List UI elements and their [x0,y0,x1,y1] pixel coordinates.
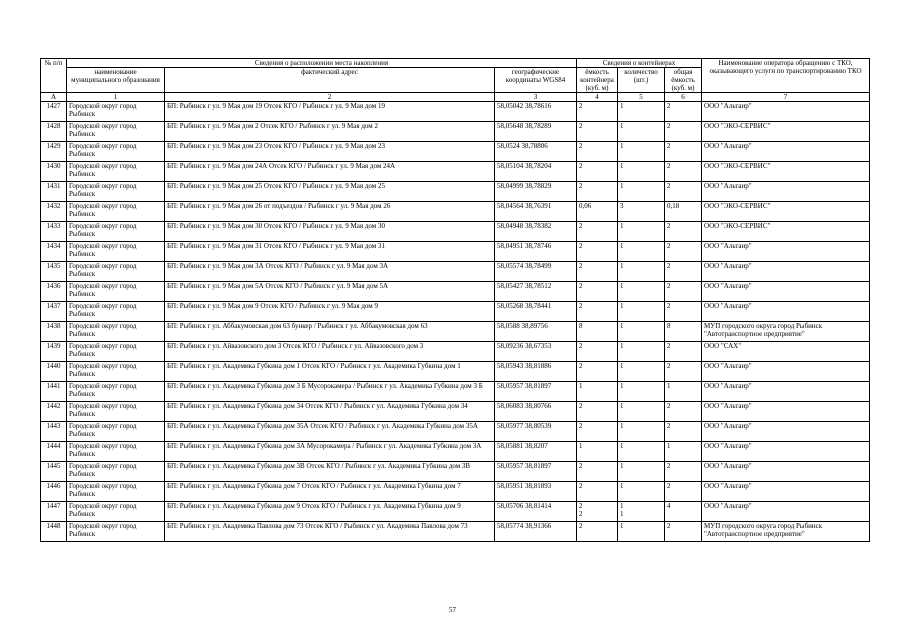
row-number: 1448 [41,522,67,542]
capacity-cell: 2 [577,242,618,262]
total-capacity-cell: 1 [665,382,702,402]
total-capacity-cell: 2 [665,522,702,542]
capacity-cell: 0,06 [577,202,618,222]
operator-cell: ООО "Альтаир" [702,262,870,282]
capacity-cell: 2 [577,462,618,482]
municipality-cell: Городской округ город Рыбинск [67,162,165,182]
address-cell: БП: Рыбинск г ул. 9 Мая дом 2 Отсек КГО / Рыбинск г ул. 9 Мая дом 2 [165,122,495,142]
column-number: 6 [665,93,702,102]
capacity-cell: 2 [577,182,618,202]
municipality-cell: Городской округ город Рыбинск [67,282,165,302]
column-number-row [41,93,870,102]
registry-table [40,58,870,542]
table-row [41,362,870,382]
coords-cell: 58,05774 38,91366 [495,522,577,542]
row-number: 1434 [41,242,67,262]
table-row [41,182,870,202]
row-number: 1432 [41,202,67,222]
operator-cell: ООО "САХ" [702,342,870,362]
count-cell: 1 [618,162,665,182]
table-row [41,282,870,302]
capacity-cell: 2 2 [577,502,618,522]
table-row [41,342,870,362]
coords-cell: 58,05706 38,81414 [495,502,577,522]
table-row [41,502,870,522]
column-number: 2 [165,93,495,102]
count-cell: 1 [618,222,665,242]
row-number: 1430 [41,162,67,182]
header-municipality: наименование муниципального образования [67,68,165,93]
total-capacity-cell: 0,18 [665,202,702,222]
header-num: № п/п [41,59,67,93]
header-capacity: ёмкость контейнера (куб. м) [577,68,618,93]
operator-cell: ООО "Альтаир" [702,462,870,482]
total-capacity-cell: 4 [665,502,702,522]
coords-cell: 58,04951 38,78746 [495,242,577,262]
coords-cell: 58,06083 38,80766 [495,402,577,422]
table-row [41,422,870,442]
total-capacity-cell: 2 [665,422,702,442]
capacity-cell: 2 [577,102,618,122]
table-row [41,262,870,282]
row-number: 1443 [41,422,67,442]
count-cell: 1 [618,102,665,122]
municipality-cell: Городской округ город Рыбинск [67,322,165,342]
count-cell: 1 [618,482,665,502]
total-capacity-cell: 2 [665,302,702,322]
address-cell: БП: Рыбинск г ул. Академика Губкина дом 3В Отсек КГО / Рыбинск г ул. Академика Губкина дом 3В [165,462,495,482]
count-cell: 1 [618,402,665,422]
page-number: 57 [449,606,456,614]
count-cell: 1 [618,182,665,202]
municipality-cell: Городской округ город Рыбинск [67,522,165,542]
address-cell: БП: Рыбинск г ул. Академика Губкина дом 1 Отсек КГО / Рыбинск г ул. Академика Губкина дом 1 [165,362,495,382]
coords-cell: 58,04999 38,78829 [495,182,577,202]
operator-cell: ООО "Альтаир" [702,242,870,262]
capacity-cell: 2 [577,122,618,142]
total-capacity-cell: 2 [665,342,702,362]
header-coords: географические координаты WGS84 [495,68,577,93]
count-cell: 1 [618,422,665,442]
capacity-cell: 2 [577,262,618,282]
row-number: 1435 [41,262,67,282]
operator-cell: ООО "ЭКО-СЕРВИС" [702,222,870,242]
capacity-cell: 2 [577,162,618,182]
address-cell: БП: Рыбинск г ул. Аббакумовская дом 63 бункер / Рыбинск г ул. Аббакумовская дом 63 [165,322,495,342]
count-cell: 1 [618,302,665,322]
capacity-cell: 1 [577,442,618,462]
coords-cell: 58,0524 38,78806 [495,142,577,162]
header-location-group: Сведения о расположении места накопления [67,59,577,68]
municipality-cell: Городской округ город Рыбинск [67,122,165,142]
municipality-cell: Городской округ город Рыбинск [67,502,165,522]
capacity-cell: 2 [577,362,618,382]
row-number: 1444 [41,442,67,462]
municipality-cell: Городской округ город Рыбинск [67,262,165,282]
coords-cell: 58,05427 38,78512 [495,282,577,302]
capacity-cell: 2 [577,522,618,542]
total-capacity-cell: 1 [665,442,702,462]
column-number: 1 [67,93,165,102]
header-count: количество (шт.) [618,68,665,93]
count-cell: 1 [618,342,665,362]
address-cell: БП: Рыбинск г ул. Академика Губкина дом 34 Отсек КГО / Рыбинск г ул. Академика Губкина дом 34 [165,402,495,422]
operator-cell: ООО "ЭКО-СЕРВИС" [702,202,870,222]
table-row [41,442,870,462]
table-row [41,382,870,402]
operator-cell: ООО "Альтаир" [702,302,870,322]
municipality-cell: Городской округ город Рыбинск [67,142,165,162]
municipality-cell: Городской округ город Рыбинск [67,482,165,502]
count-cell: 1 [618,522,665,542]
municipality-cell: Городской округ город Рыбинск [67,462,165,482]
address-cell: БП: Рыбинск г ул. Академика Губкина дом 35А Отсек КГО / Рыбинск г ул. Академика Губкина дом 35А [165,422,495,442]
municipality-cell: Городской округ город Рыбинск [67,402,165,422]
table-row [41,142,870,162]
header-address: фактический адрес [165,68,495,93]
operator-cell: ООО "Альтаир" [702,482,870,502]
row-number: 1429 [41,142,67,162]
municipality-cell: Городской округ город Рыбинск [67,302,165,322]
total-capacity-cell: 2 [665,162,702,182]
table-row [41,522,870,542]
total-capacity-cell: 2 [665,122,702,142]
operator-cell: ООО "Альтаир" [702,382,870,402]
total-capacity-cell: 2 [665,462,702,482]
municipality-cell: Городской округ город Рыбинск [67,102,165,122]
coords-cell: 58,04948 38,78382 [495,222,577,242]
count-cell: 1 [618,462,665,482]
address-cell: БП: Рыбинск г ул. Академика Губкина дом 9 Отсек КГО / Рыбинск г ул. Академика Губкина дом 9 [165,502,495,522]
table-row [41,102,870,122]
operator-cell: ООО "Альтаир" [702,402,870,422]
column-number: А [41,93,67,102]
operator-cell: ООО "Альтаир" [702,282,870,302]
count-cell: 1 [618,242,665,262]
operator-cell: ООО "ЭКО-СЕРВИС" [702,122,870,142]
total-capacity-cell: 2 [665,362,702,382]
coords-cell: 58,04564 38,76391 [495,202,577,222]
coords-cell: 58,05268 38,78441 [495,302,577,322]
table-header [41,59,870,102]
municipality-cell: Городской округ город Рыбинск [67,382,165,402]
municipality-cell: Городской округ город Рыбинск [67,442,165,462]
count-cell: 1 [618,282,665,302]
operator-cell: МУП городского округа город Рыбинск "Автотранспортное предприятие" [702,322,870,342]
capacity-cell: 2 [577,402,618,422]
address-cell: БП: Рыбинск г ул. 9 Мая дом 23 Отсек КГО / Рыбинск г ул. 9 Мая дом 23 [165,142,495,162]
row-number: 1447 [41,502,67,522]
row-number: 1445 [41,462,67,482]
capacity-cell: 8 [577,322,618,342]
count-cell: 1 [618,142,665,162]
coords-cell: 58,05957 38,81897 [495,462,577,482]
table-row [41,222,870,242]
total-capacity-cell: 2 [665,142,702,162]
municipality-cell: Городской округ город Рыбинск [67,182,165,202]
coords-cell: 58,05957 38,81897 [495,382,577,402]
table-row [41,122,870,142]
municipality-cell: Городской округ город Рыбинск [67,362,165,382]
operator-cell: ООО "Альтаир" [702,362,870,382]
row-number: 1441 [41,382,67,402]
column-number: 5 [618,93,665,102]
table-row [41,202,870,222]
row-number: 1433 [41,222,67,242]
address-cell: БП: Рыбинск г ул. 9 Мая дом 24А Отсек КГО / Рыбинск г ул. 9 Мая дом 24А [165,162,495,182]
address-cell: БП: Рыбинск г ул. 9 Мая дом 3А Отсек КГО / Рыбинск г ул. 9 Мая дом 3А [165,262,495,282]
coords-cell: 58,05951 38,81893 [495,482,577,502]
table-row [41,162,870,182]
column-number: 3 [495,93,577,102]
table-row [41,482,870,502]
count-cell: 1 1 [618,502,665,522]
column-number: 7 [702,93,870,102]
count-cell: 1 [618,382,665,402]
row-number: 1431 [41,182,67,202]
row-number: 1439 [41,342,67,362]
count-cell: 1 [618,362,665,382]
address-cell: БП: Рыбинск г ул. 9 Мая дом 9 Отсек КГО / Рыбинск г ул. 9 Мая дом 9 [165,302,495,322]
operator-cell: ООО "Альтаир" [702,182,870,202]
row-number: 1442 [41,402,67,422]
capacity-cell: 2 [577,342,618,362]
address-cell: БП: Рыбинск г ул. Академика Губкина дом 7 Отсек КГО / Рыбинск г ул. Академика Губкина дом 7 [165,482,495,502]
municipality-cell: Городской округ город Рыбинск [67,202,165,222]
coords-cell: 58,05574 38,78499 [495,262,577,282]
count-cell: 3 [618,202,665,222]
address-cell: БП: Рыбинск г ул. Айвазовского дом 3 Отсек КГО / Рыбинск г ул. Айвазовского дом 3 [165,342,495,362]
coords-cell: 58,05042 38,78616 [495,102,577,122]
count-cell: 1 [618,322,665,342]
capacity-cell: 2 [577,142,618,162]
operator-cell: ООО "Альтаир" [702,422,870,442]
address-cell: БП: Рыбинск г ул. 9 Мая дом 30 Отсек КГО / Рыбинск г ул. 9 Мая дом 30 [165,222,495,242]
total-capacity-cell: 2 [665,482,702,502]
coords-cell: 58,05943 38,81886 [495,362,577,382]
registry-document [40,58,869,542]
coords-cell: 58,05881 38,8207 [495,442,577,462]
operator-cell: ООО "Альтаир" [702,442,870,462]
header-operator: Наименование оператора обращению с ТКО, оказывающего услуги по транспортированию ТКО [702,59,870,93]
address-cell: БП: Рыбинск г ул. Академика Губкина дом 3А Мусорокамера / Рыбинск г ул. Академика Губкина дом 3А [165,442,495,462]
header-containers-group: Сведения о контейнерах [577,59,702,68]
capacity-cell: 2 [577,422,618,442]
coords-cell: 58,09236 38,67353 [495,342,577,362]
operator-cell: ООО "Альтаир" [702,102,870,122]
address-cell: БП: Рыбинск г ул. 9 Мая дом 26 от подъездов / Рыбинск г ул. 9 Мая дом 26 [165,202,495,222]
municipality-cell: Городской округ город Рыбинск [67,342,165,362]
total-capacity-cell: 2 [665,182,702,202]
table-row [41,302,870,322]
table-row [41,462,870,482]
operator-cell: ООО "ЭКО-СЕРВИС" [702,162,870,182]
table-row [41,322,870,342]
capacity-cell: 2 [577,222,618,242]
count-cell: 1 [618,262,665,282]
row-number: 1436 [41,282,67,302]
address-cell: БП: Рыбинск г ул. Академика Павлова дом 73 Отсек КГО / Рыбинск г ул. Академика Павлова дом 73 [165,522,495,542]
row-number: 1428 [41,122,67,142]
total-capacity-cell: 2 [665,262,702,282]
table-row [41,402,870,422]
address-cell: БП: Рыбинск г ул. 9 Мая дом 5А Отсек КГО / Рыбинск г ул. 9 Мая дом 5А [165,282,495,302]
row-number: 1438 [41,322,67,342]
total-capacity-cell: 2 [665,242,702,262]
capacity-cell: 2 [577,302,618,322]
operator-cell: ООО "Альтаир" [702,502,870,522]
coords-cell: 58,05648 38,78289 [495,122,577,142]
capacity-cell: 2 [577,482,618,502]
municipality-cell: Городской округ город Рыбинск [67,422,165,442]
total-capacity-cell: 2 [665,402,702,422]
total-capacity-cell: 2 [665,102,702,122]
row-number: 1446 [41,482,67,502]
total-capacity-cell: 8 [665,322,702,342]
municipality-cell: Городской округ город Рыбинск [67,242,165,262]
address-cell: БП: Рыбинск г ул. 9 Мая дом 25 Отсек КГО / Рыбинск г ул. 9 Мая дом 25 [165,182,495,202]
capacity-cell: 2 [577,282,618,302]
address-cell: БП: Рыбинск г ул. 9 Мая дом 31 Отсек КГО / Рыбинск г ул. 9 Мая дом 31 [165,242,495,262]
table-row [41,242,870,262]
table-body [41,102,870,542]
coords-cell: 58,05977 38,80539 [495,422,577,442]
address-cell: БП: Рыбинск г ул. 9 Мая дом 19 Отсек КГО / Рыбинск г ул. 9 Мая дом 19 [165,102,495,122]
operator-cell: ООО "Альтаир" [702,142,870,162]
header-total: общая ёмкость (куб. м) [665,68,702,93]
row-number: 1427 [41,102,67,122]
row-number: 1440 [41,362,67,382]
address-cell: БП: Рыбинск г ул. Академика Губкина дом 3 Б Мусорокамера / Рыбинск г ул. Академика Губкина дом 3 Б [165,382,495,402]
total-capacity-cell: 2 [665,282,702,302]
capacity-cell: 1 [577,382,618,402]
coords-cell: 58,0588 38,89756 [495,322,577,342]
total-capacity-cell: 2 [665,222,702,242]
coords-cell: 58,05104 38,78204 [495,162,577,182]
count-cell: 1 [618,122,665,142]
row-number: 1437 [41,302,67,322]
operator-cell: МУП городского округа город Рыбинск "Автотранспортное предприятие" [702,522,870,542]
count-cell: 1 [618,442,665,462]
municipality-cell: Городской округ город Рыбинск [67,222,165,242]
column-number: 4 [577,93,618,102]
